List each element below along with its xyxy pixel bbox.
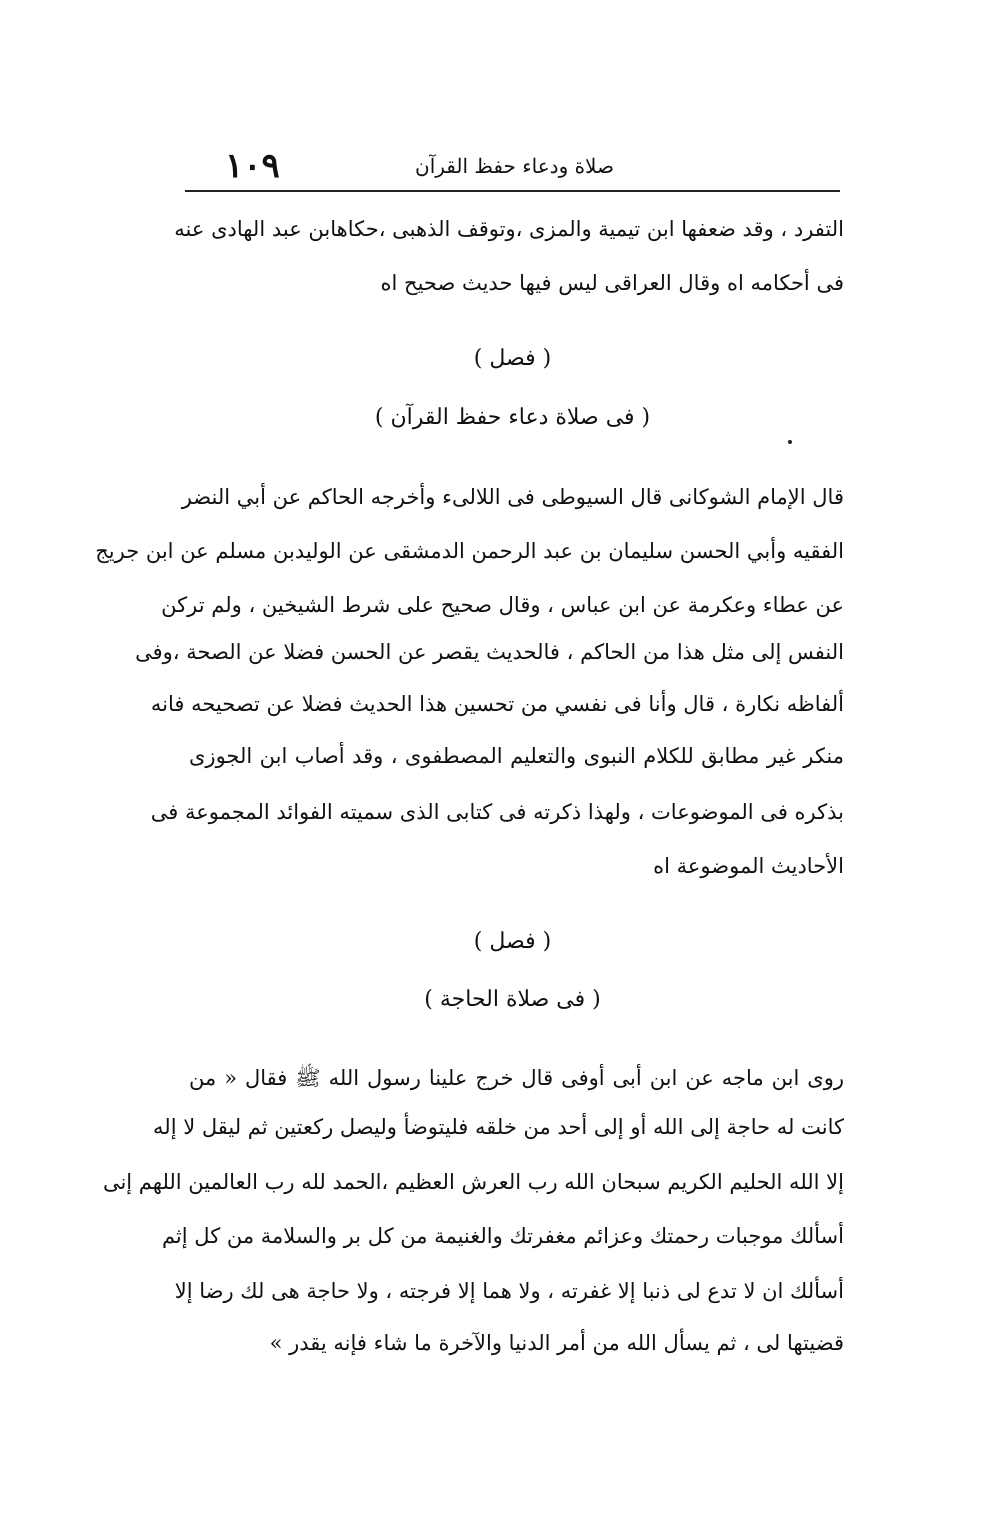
paragraph-line: عن عطاء وعكرمة عن ابن عباس ، وقال صحيح على شرط الشيخين ، ولم تركن [161, 593, 844, 617]
paragraph-line: منكر غير مطابق للكلام النبوى والتعليم المصطفوى ، وقد أصاب ابن الجوزى [189, 744, 844, 768]
header-rule [185, 190, 840, 192]
ink-dot [788, 440, 792, 444]
section-heading: ( فصل ) [473, 346, 552, 371]
page-header [185, 140, 835, 190]
paragraph-line: إلا الله الحليم الكريم سبحان الله رب العرش العظيم ،الحمد لله رب العالمين اللهم إنى [102, 1170, 844, 1194]
page-number: ١٠٩ [225, 146, 280, 186]
paragraph-line: أسألك ان لا تدع لى ذنبا إلا غفرته ، ولا هما إلا فرجته ، ولا حاجة هى لك رضا إلا [174, 1279, 844, 1303]
paragraph-line: فى أحكامه اه وقال العراقى ليس فيها حديث صحيح اه [380, 271, 844, 295]
paragraph-line: روى ابن ماجه عن ابن أبى أوفى قال خرج علينا رسول الله ﷺ فقال « من [189, 1066, 844, 1090]
running-title: صلاة ودعاء حفظ القرآن [415, 154, 614, 178]
paragraph-line: الأحاديث الموضوعة اه [653, 854, 844, 878]
paragraph-line: الفقيه وأبي الحسن سليمان بن عبد الرحمن الدمشقى عن الوليدبن مسلم عن ابن جريج [95, 539, 844, 563]
paragraph-line: ألفاظه نكارة ، قال وأنا فى نفسي من تحسين هذا الحديث فضلا عن تصحيحه فانه [150, 692, 844, 716]
section-subheading: ( فى صلاة الحاجة ) [424, 987, 601, 1012]
section-heading: ( فصل ) [473, 929, 552, 954]
paragraph-line: النفس إلى مثل هذا من الحاكم ، فالحديث يقصر عن الحسن فضلا عن الصحة ،وفى [135, 640, 844, 664]
paragraph-line: كانت له حاجة إلى الله أو إلى أحد من خلقه فليتوضأ وليصل ركعتين ثم ليقل لا إله [153, 1115, 844, 1139]
paragraph-line: التفرد ، وقد ضعفها ابن تيمية والمزى ،وتوقف الذهبى ،حكاهابن عبد الهادى عنه [174, 217, 844, 241]
paragraph-line: بذكره فى الموضوعات ، ولهذا ذكرته فى كتابى الذى سميته الفوائد المجموعة فى [150, 800, 844, 824]
paragraph-line: أسألك موجبات رحمتك وعزائم مغفرتك والغنيمة من كل بر والسلامة من كل إثم [161, 1224, 844, 1248]
paragraph-line: قال الإمام الشوكانى قال السيوطى فى اللالىء وأخرجه الحاكم عن أبي النضر [181, 485, 844, 509]
paragraph-line: قضيتها لى ، ثم يسأل الله من أمر الدنيا والآخرة ما شاء فإنه يقدر » [269, 1331, 844, 1355]
section-subheading: ( فى صلاة دعاء حفظ القرآن ) [374, 405, 651, 430]
